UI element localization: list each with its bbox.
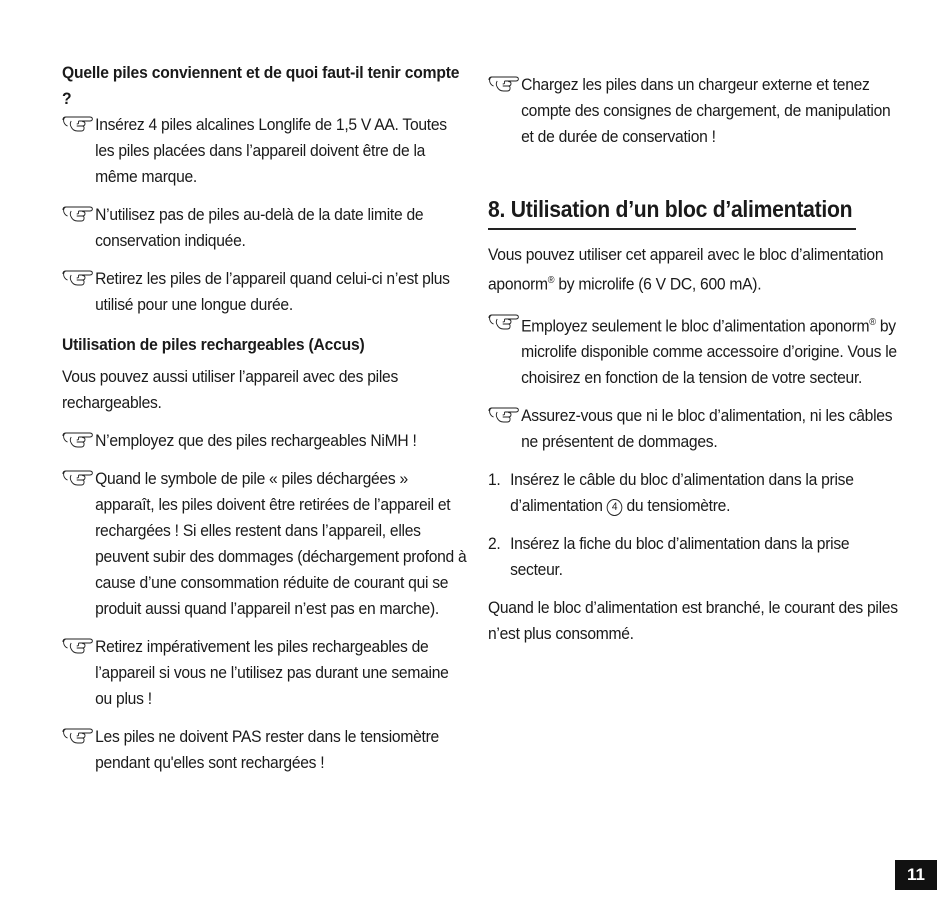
pointing-hand-icon	[62, 206, 95, 224]
pointing-hand-icon	[62, 470, 95, 488]
list-item	[488, 403, 905, 455]
left-column	[62, 60, 472, 776]
bullet-text: Insérez 4 piles alcalines Longlife de 1,5 V AA. Toutes les piles placées dans l’appareil doivent être de la même marque.	[95, 115, 447, 186]
pointing-hand-icon	[62, 432, 95, 450]
list-item	[62, 466, 469, 622]
list-item	[62, 266, 469, 318]
list-item	[488, 310, 905, 392]
paragraph: Vous pouvez aussi utiliser l’appareil avec des piles rechargeables.	[62, 367, 399, 412]
pointing-hand-icon	[62, 728, 95, 746]
pointing-hand-icon	[62, 638, 95, 656]
bullet-text: N’utilisez pas de piles au-delà de la date limite de conservation indiquée.	[95, 205, 424, 250]
bullet-text: Employez seulement le bloc d’alimentation aponorm® by microlife disponible comme accessoire d’origine. Vous le choisirez en fonction de la tension de votre secteur.	[521, 316, 897, 388]
list-item	[62, 112, 469, 190]
section-title: 8. Utilisation d’un bloc d’alimentation	[488, 196, 853, 222]
numbered-step: 1. Insérez le câble du bloc d’alimentation dans la prise d’alimentation 4 du tensiomètre.	[488, 470, 854, 516]
pointing-hand-icon	[62, 116, 95, 134]
numbered-step: 2. Insérez la fiche du bloc d’alimentation dans la prise secteur.	[488, 534, 850, 580]
section-heading: Quelle piles conviennent et de quoi faut-il tenir compte ?	[62, 63, 460, 108]
list-item	[62, 428, 469, 454]
bullet-text: N’employez que des piles rechargeables NiMH !	[95, 431, 417, 450]
section-heading: Utilisation de piles rechargeables (Accus)	[62, 335, 365, 354]
bullet-text: Retirez les piles de l’appareil quand celui-ci n’est plus utilisé pour une longue durée.	[95, 269, 450, 314]
pointing-hand-icon	[488, 76, 521, 94]
bullet-text: Retirez impérativement les piles rechargeables de l’appareil si vous ne l’utilisez pas durant une semaine ou plus !	[95, 637, 449, 708]
bullet-text: Quand le symbole de pile « piles déchargées » apparaît, les piles doivent être retirées de l’appareil et rechargées ! Si elles restent dans l’appareil, elles peuvent subir des dommages (déchargement profond à cause d’une consommation réduite de courant qui se produit aussi quand l’appareil n’est pas en marche).	[95, 469, 467, 618]
bullet-text: Les piles ne doivent PAS rester dans le tensiomètre pendant qu'elles sont rechargées !	[95, 727, 439, 772]
list-item	[488, 72, 905, 150]
list-item	[62, 634, 469, 712]
list-item	[62, 202, 469, 254]
pointing-hand-icon	[488, 314, 521, 332]
list-item	[62, 724, 469, 776]
page-number: 11	[895, 860, 937, 890]
circled-number-4: 4	[607, 499, 623, 516]
right-column	[488, 72, 908, 647]
pointing-hand-icon	[488, 407, 521, 425]
paragraph: Vous pouvez utiliser cet appareil avec le bloc d’alimentation aponorm® by microlife (6 V DC, 600 mA).	[488, 245, 884, 294]
pointing-hand-icon	[62, 270, 95, 288]
bullet-text: Chargez les piles dans un chargeur externe et tenez compte des consignes de chargement, de manipulation et de durée de conservation !	[521, 75, 891, 146]
paragraph: Quand le bloc d’alimentation est branché, le courant des piles n’est plus consommé.	[488, 598, 898, 644]
bullet-text: Assurez-vous que ni le bloc d’alimentation, ni les câbles ne présentent de dommages.	[521, 406, 893, 452]
